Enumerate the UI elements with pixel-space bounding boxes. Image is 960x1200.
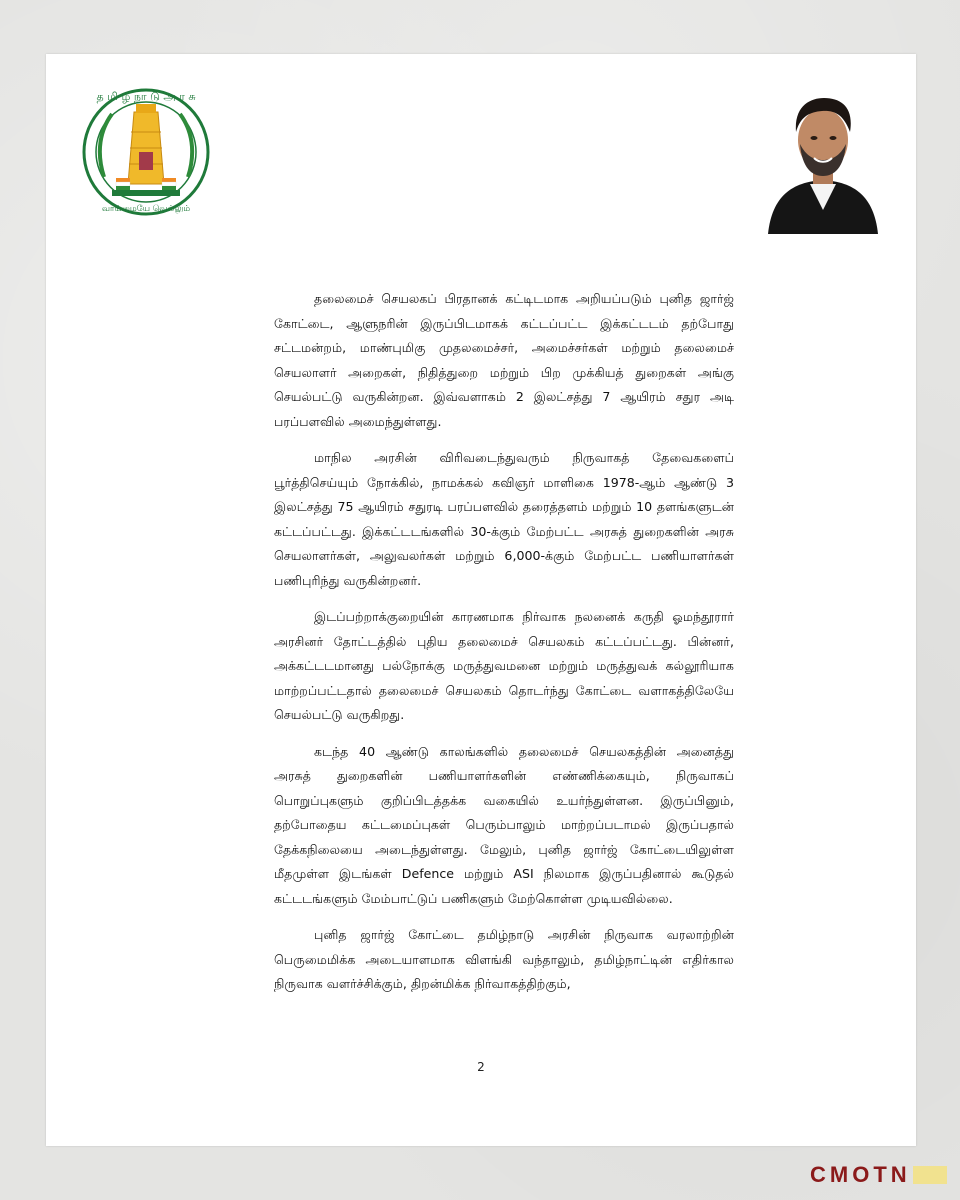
tamil-nadu-emblem (76, 82, 216, 242)
paragraph: புனித ஜார்ஜ் கோட்டை தமிழ்நாடு அரசின் நிருவாக வரலாற்றின் பெருமைமிக்க அடையாளமாக விளங்கி வந்தாலும், தமிழ்நாட்டின் எதிர்கால நிருவாக வளர்ச்சிக்கும், திறன்மிக்க நிர்வாகத்திற்கும், (274, 927, 734, 991)
brand-text: CMOTN (810, 1162, 911, 1187)
emblem-motto: வாய்மையே வெல்லும் (101, 204, 191, 214)
document-page (46, 54, 916, 1146)
paragraph: மாநில அரசின் விரிவடைந்துவரும் நிருவாகத் தேவைகளைப் பூர்த்திசெய்யும் நோக்கில், நாமக்கல் கவிஞர் மாளிகை 1978-ஆம் ஆண்டு 3 இலட்சத்து 75 ஆயிரம் சதுரடி பரப்பளவில் தரைத்தளம் மற்றும் 10 தளங்களுடன் கட்டப்பட்டது. இக்கட்டடங்களில் 30-க்கும் மேற்பட்ட அரசுத் துறைகளின் அரசு செயலாளர்கள், அலுவலர்கள் மற்றும் 6,000-க்கும் மேற்பட்ட பணியாளர்கள் பணிபுரிந்து வருகின்றனர். (274, 450, 734, 588)
portrait-photo-icon (758, 84, 888, 234)
tamil-nadu-emblem-icon (76, 82, 216, 242)
letter-body (274, 287, 734, 1009)
portrait-photo (758, 84, 888, 234)
page-number: 2 (477, 1060, 485, 1074)
paragraph: தலைமைச் செயலகப் பிரதானக் கட்டிடமாக அறியப்படும் புனித ஜார்ஜ் கோட்டை, ஆளுநரின் இருப்பிடமாகக் கட்டப்பட்ட இக்கட்டடம் தற்போது சட்டமன்றம், மாண்புமிகு முதலமைச்சர், அமைச்சர்கள் மற்றும் தலைமைச் செயலாளர் அறைகள், நிதித்துறை மற்றும் பிற முக்கியத் துறைகள் அங்கு செயல்பட்டு வருகின்றன. இவ்வளாகம் 2 இலட்சத்து 7 ஆயிரம் சதுர அடி பரப்பளவில் அமைந்துள்ளது. (274, 291, 734, 429)
brand-bar (913, 1166, 947, 1184)
svg-text:த மி ழ் நா டு அ ர சு: த மி ழ் நா டு அ ர சு (96, 90, 196, 103)
paragraph: இடப்பற்றாக்குறையின் காரணமாக நிர்வாக நலனைக் கருதி ஓமந்தூரார் அரசினர் தோட்டத்தில் புதிய தலைமைச் செயலகம் கட்டப்பட்டது. பின்னர், அக்கட்டடமானது பல்நோக்கு மருத்துவமனை மற்றும் மருத்துவக் கல்லூரியாக மாற்றப்பட்டதால் தலைமைச் செயலகம் தொடர்ந்து கோட்டை வளாகத்திலேயே செயல்பட்டு வருகிறது. (274, 609, 734, 722)
brand-logo (810, 1162, 947, 1188)
paragraph: கடந்த 40 ஆண்டு காலங்களில் தலைமைச் செயலகத்தின் அனைத்து அரசுத் துறைகளின் பணியாளர்களின் எண்ணிக்கையும், நிருவாகப் பொறுப்புகளும் குறிப்பிடத்தக்க வகையில் உயர்ந்துள்ளன. இருப்பினும், தற்போதைய கட்டமைப்புகள் பெரும்பாலும் மாற்றப்படாமல் இருப்பதால் தேக்கநிலையை அடைந்துள்ளது. மேலும், புனித ஜார்ஜ் கோட்டையிலுள்ள மீதமுள்ள இடங்கள் Defence மற்றும் ASI நிலமாக இருப்பதினால் கூடுதல் கட்டடங்களும் மேம்பாட்டுப் பணிகளும் மேற்கொள்ள முடியவில்லை. (274, 743, 734, 906)
